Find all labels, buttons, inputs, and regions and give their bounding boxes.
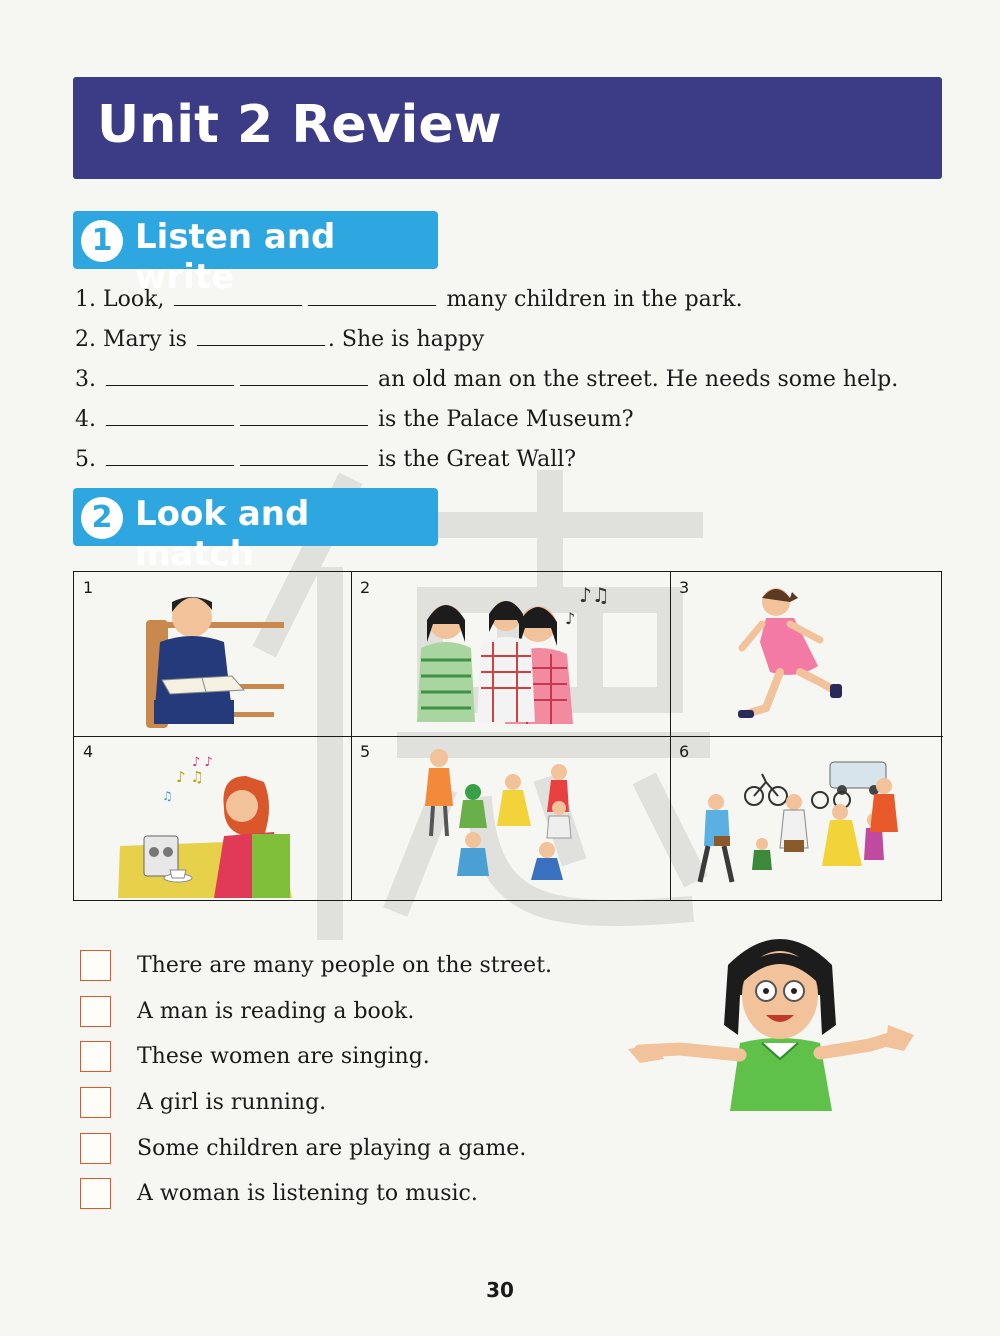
picture-cell-4 <box>74 736 352 901</box>
answer-box[interactable] <box>80 950 111 981</box>
match-sentence: A girl is running. <box>137 1090 327 1116</box>
match-list <box>80 943 552 1217</box>
picture-number: 5 <box>360 742 371 761</box>
write-item <box>75 403 898 443</box>
answer-box[interactable] <box>80 1178 111 1209</box>
section-header-listen <box>73 211 438 297</box>
answer-blank[interactable] <box>106 403 234 426</box>
girl-pointing-icon <box>620 925 920 1120</box>
answer-blank[interactable] <box>240 443 368 466</box>
item-text-after: many children in the park. <box>446 287 743 312</box>
page-title: Unit 2 Review <box>97 95 502 155</box>
match-item <box>80 943 552 989</box>
picture-grid <box>73 571 942 901</box>
children-playing-icon <box>351 736 669 899</box>
woman-listening-music-icon <box>74 736 350 899</box>
item-text-after: is the Great Wall? <box>378 447 577 472</box>
answer-blank[interactable] <box>197 323 325 346</box>
answer-box[interactable] <box>80 1087 111 1118</box>
item-text-after: an old man on the street. He needs some help. <box>378 367 899 392</box>
write-item <box>75 363 898 403</box>
svg-text:♫: ♫ <box>162 789 173 803</box>
answer-blank[interactable] <box>106 443 234 466</box>
svg-text:♪: ♪ <box>565 609 576 628</box>
match-item <box>80 1034 552 1080</box>
women-singing-icon <box>351 572 669 735</box>
item-number: 5. <box>75 447 96 472</box>
match-sentence: A woman is listening to music. <box>137 1181 478 1207</box>
picture-number: 1 <box>83 578 94 597</box>
item-text-after: is the Palace Museum? <box>378 407 634 432</box>
match-sentence: A man is reading a book. <box>137 998 415 1024</box>
svg-text:♪ ♫: ♪ ♫ <box>176 768 204 786</box>
answer-blank[interactable] <box>308 283 436 306</box>
listen-write-list <box>75 283 898 483</box>
match-sentence: These women are singing. <box>137 1044 430 1070</box>
section-header-match <box>73 488 438 574</box>
picture-number: 4 <box>83 742 94 761</box>
section-number: 1 <box>81 220 123 262</box>
section-number: 2 <box>81 497 123 539</box>
item-text-before: Mary is <box>103 327 187 352</box>
answer-blank[interactable] <box>240 403 368 426</box>
answer-blank[interactable] <box>106 363 234 386</box>
svg-text:♪ ♪: ♪ ♪ <box>192 755 213 770</box>
svg-text:♪♫: ♪♫ <box>579 583 610 607</box>
section-label: Listen and write <box>135 217 336 297</box>
match-item <box>80 1080 552 1126</box>
answer-box[interactable] <box>80 1041 111 1072</box>
picture-number: 2 <box>360 578 371 597</box>
match-item <box>80 1171 552 1217</box>
answer-blank[interactable] <box>174 283 302 306</box>
item-number: 3. <box>75 367 96 392</box>
write-item <box>75 443 898 483</box>
item-number: 1. <box>75 287 96 312</box>
match-item <box>80 1125 552 1171</box>
man-reading-icon <box>74 572 350 735</box>
match-item <box>80 989 552 1035</box>
answer-blank[interactable] <box>240 363 368 386</box>
street-people-icon <box>670 736 940 899</box>
item-text-before: Look, <box>103 287 165 312</box>
picture-cell-3 <box>670 572 943 737</box>
item-number: 2. <box>75 327 96 352</box>
picture-cell-1 <box>74 572 352 737</box>
write-item <box>75 283 898 323</box>
answer-box[interactable] <box>80 1133 111 1164</box>
title-bar <box>73 77 942 179</box>
page-number: 30 <box>486 1278 514 1302</box>
section-label: Look and match <box>135 494 310 574</box>
item-text-after: . She is happy <box>327 327 485 352</box>
picture-cell-6 <box>670 736 943 901</box>
picture-number: 3 <box>679 578 690 597</box>
picture-number: 6 <box>679 742 690 761</box>
picture-cell-2 <box>351 572 671 737</box>
girl-running-icon <box>670 572 940 735</box>
write-item <box>75 323 898 363</box>
answer-box[interactable] <box>80 996 111 1027</box>
picture-cell-5 <box>351 736 671 901</box>
item-number: 4. <box>75 407 96 432</box>
match-sentence: There are many people on the street. <box>137 953 553 979</box>
match-sentence: Some children are playing a game. <box>137 1135 527 1161</box>
